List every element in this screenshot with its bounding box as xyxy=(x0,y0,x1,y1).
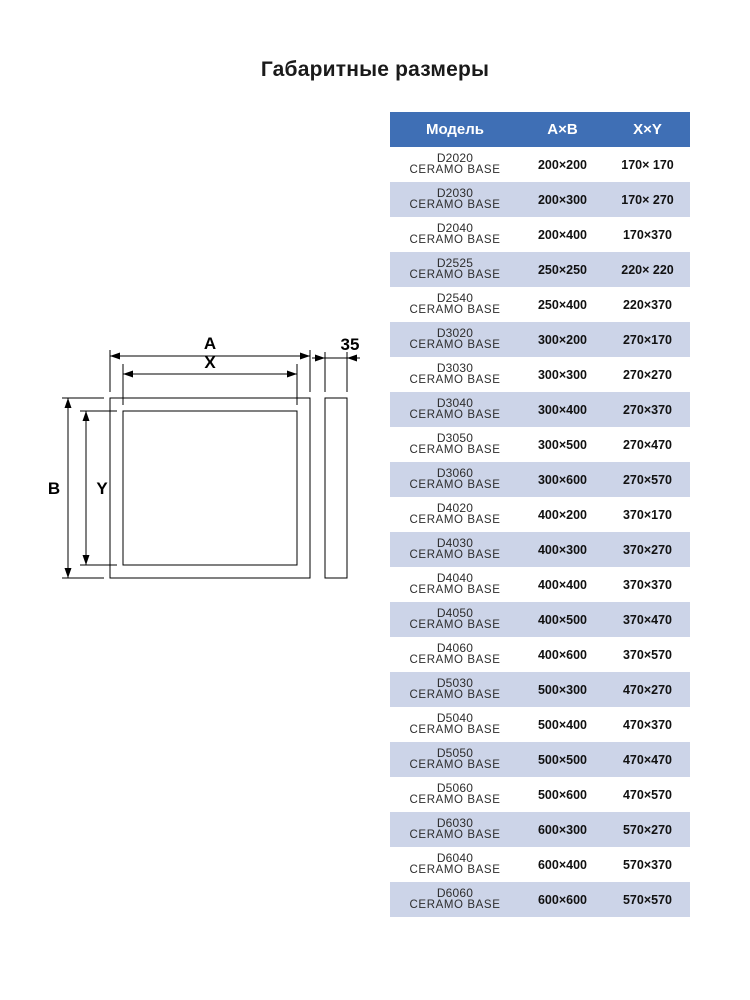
cell-xy: 170× 170 xyxy=(605,147,690,182)
model-series: CERAMO BASE xyxy=(409,688,501,701)
cell-ab: 250×400 xyxy=(520,287,605,322)
model-code: D6040 xyxy=(436,851,474,866)
cell-model xyxy=(390,532,520,567)
model-code: D3030 xyxy=(436,361,474,376)
table-row xyxy=(390,182,690,217)
cell-ab: 250×250 xyxy=(520,252,605,287)
cell-model xyxy=(390,322,520,357)
model-code: D6060 xyxy=(436,886,474,901)
cell-model xyxy=(390,812,520,847)
dimension-drawing xyxy=(40,330,390,620)
cell-model xyxy=(390,497,520,532)
cell-ab: 400×400 xyxy=(520,567,605,602)
dimensions-table xyxy=(390,112,690,917)
cell-xy: 270×470 xyxy=(605,427,690,462)
model-code: D5030 xyxy=(436,676,474,691)
cell-model xyxy=(390,847,520,882)
cell-ab: 300×600 xyxy=(520,462,605,497)
cell-ab: 300×400 xyxy=(520,392,605,427)
cell-model xyxy=(390,777,520,812)
table-row xyxy=(390,567,690,602)
cell-xy: 370×270 xyxy=(605,532,690,567)
model-series: CERAMO BASE xyxy=(409,863,501,876)
label-thickness: 35 xyxy=(340,335,360,354)
cell-model xyxy=(390,427,520,462)
model-code: D5040 xyxy=(436,711,474,726)
table-row xyxy=(390,812,690,847)
model-series: CERAMO BASE xyxy=(409,618,501,631)
table-row xyxy=(390,252,690,287)
cell-model xyxy=(390,357,520,392)
cell-xy: 470×270 xyxy=(605,672,690,707)
cell-xy: 370×570 xyxy=(605,637,690,672)
cell-model xyxy=(390,182,520,217)
label-x: X xyxy=(204,353,216,372)
table-row xyxy=(390,427,690,462)
table-row xyxy=(390,462,690,497)
cell-xy: 470×370 xyxy=(605,707,690,742)
column-header-ab: A×B xyxy=(520,112,605,147)
model-series: CERAMO BASE xyxy=(409,723,501,736)
model-code: D4040 xyxy=(436,571,474,586)
model-series: CERAMO BASE xyxy=(409,548,501,561)
cell-ab: 400×300 xyxy=(520,532,605,567)
cell-ab: 600×300 xyxy=(520,812,605,847)
model-series: CERAMO BASE xyxy=(409,793,501,806)
model-code: D5050 xyxy=(436,746,474,761)
table-row xyxy=(390,322,690,357)
cell-xy: 570×370 xyxy=(605,847,690,882)
table-row xyxy=(390,147,690,182)
model-code: D2525 xyxy=(436,256,474,271)
model-code: D2030 xyxy=(436,186,474,201)
cell-xy: 220×370 xyxy=(605,287,690,322)
cell-xy: 170× 270 xyxy=(605,182,690,217)
table-row xyxy=(390,287,690,322)
model-series: CERAMO BASE xyxy=(409,443,501,456)
cell-model xyxy=(390,882,520,917)
cell-ab: 400×600 xyxy=(520,637,605,672)
model-code: D3040 xyxy=(436,396,474,411)
cell-xy: 270×270 xyxy=(605,357,690,392)
model-series: CERAMO BASE xyxy=(409,303,501,316)
table-row xyxy=(390,602,690,637)
table-row xyxy=(390,847,690,882)
model-code: D3020 xyxy=(436,326,474,341)
model-series: CERAMO BASE xyxy=(409,898,501,911)
cell-ab: 500×400 xyxy=(520,707,605,742)
model-series: CERAMO BASE xyxy=(409,198,501,211)
model-code: D6030 xyxy=(436,816,474,831)
cell-ab: 500×500 xyxy=(520,742,605,777)
cell-xy: 270×170 xyxy=(605,322,690,357)
label-y: Y xyxy=(96,479,108,498)
table-row xyxy=(390,637,690,672)
column-header-model: Модель xyxy=(390,112,520,147)
cell-ab: 600×600 xyxy=(520,882,605,917)
cell-xy: 170×370 xyxy=(605,217,690,252)
model-code: D3060 xyxy=(436,466,474,481)
model-series: CERAMO BASE xyxy=(409,513,501,526)
table-row xyxy=(390,357,690,392)
model-series: CERAMO BASE xyxy=(409,268,501,281)
cell-xy: 220× 220 xyxy=(605,252,690,287)
cell-model xyxy=(390,217,520,252)
table-row xyxy=(390,742,690,777)
page-title: Габаритные размеры xyxy=(260,58,490,81)
cell-xy: 370×370 xyxy=(605,567,690,602)
cell-model xyxy=(390,147,520,182)
model-series: CERAMO BASE xyxy=(409,408,501,421)
model-series: CERAMO BASE xyxy=(409,373,501,386)
table-row xyxy=(390,882,690,917)
model-code: D2540 xyxy=(436,291,474,306)
model-series: CERAMO BASE xyxy=(409,338,501,351)
model-code: D4050 xyxy=(436,606,474,621)
cell-xy: 470×470 xyxy=(605,742,690,777)
cell-ab: 200×400 xyxy=(520,217,605,252)
cell-ab: 500×600 xyxy=(520,777,605,812)
cell-model xyxy=(390,707,520,742)
table-row xyxy=(390,217,690,252)
cell-model xyxy=(390,392,520,427)
model-code: D4030 xyxy=(436,536,474,551)
table-row xyxy=(390,532,690,567)
table-row xyxy=(390,497,690,532)
cell-ab: 200×300 xyxy=(520,182,605,217)
table-row xyxy=(390,672,690,707)
cell-ab: 300×500 xyxy=(520,427,605,462)
model-code: D4060 xyxy=(436,641,474,656)
model-code: D5060 xyxy=(436,781,474,796)
table-header xyxy=(390,112,690,147)
model-code: D2020 xyxy=(436,151,474,166)
cell-ab: 400×500 xyxy=(520,602,605,637)
cell-ab: 400×200 xyxy=(520,497,605,532)
model-series: CERAMO BASE xyxy=(409,828,501,841)
model-series: CERAMO BASE xyxy=(409,233,501,246)
cell-xy: 470×570 xyxy=(605,777,690,812)
cell-xy: 270×570 xyxy=(605,462,690,497)
cell-model xyxy=(390,287,520,322)
model-series: CERAMO BASE xyxy=(409,583,501,596)
cell-model xyxy=(390,567,520,602)
model-code: D4020 xyxy=(436,501,474,516)
model-series: CERAMO BASE xyxy=(409,163,501,176)
table-row xyxy=(390,777,690,812)
table-row xyxy=(390,392,690,427)
label-a: A xyxy=(203,334,217,353)
cell-ab: 300×200 xyxy=(520,322,605,357)
cell-xy: 370×470 xyxy=(605,602,690,637)
cell-ab: 300×300 xyxy=(520,357,605,392)
cell-model xyxy=(390,637,520,672)
label-b: B xyxy=(47,479,61,498)
cell-xy: 370×170 xyxy=(605,497,690,532)
table-row xyxy=(390,707,690,742)
cell-xy: 570×270 xyxy=(605,812,690,847)
cell-ab: 500×300 xyxy=(520,672,605,707)
model-series: CERAMO BASE xyxy=(409,758,501,771)
cell-model xyxy=(390,742,520,777)
cell-model xyxy=(390,672,520,707)
table-body xyxy=(390,147,690,917)
cell-model xyxy=(390,252,520,287)
model-series: CERAMO BASE xyxy=(409,478,501,491)
cell-model xyxy=(390,462,520,497)
model-series: CERAMO BASE xyxy=(409,653,501,666)
cell-xy: 270×370 xyxy=(605,392,690,427)
column-header-xy: X×Y xyxy=(605,112,690,147)
model-code: D2040 xyxy=(436,221,474,236)
cell-ab: 200×200 xyxy=(520,147,605,182)
cell-model xyxy=(390,602,520,637)
cell-ab: 600×400 xyxy=(520,847,605,882)
cell-xy: 570×570 xyxy=(605,882,690,917)
model-code: D3050 xyxy=(436,431,474,446)
